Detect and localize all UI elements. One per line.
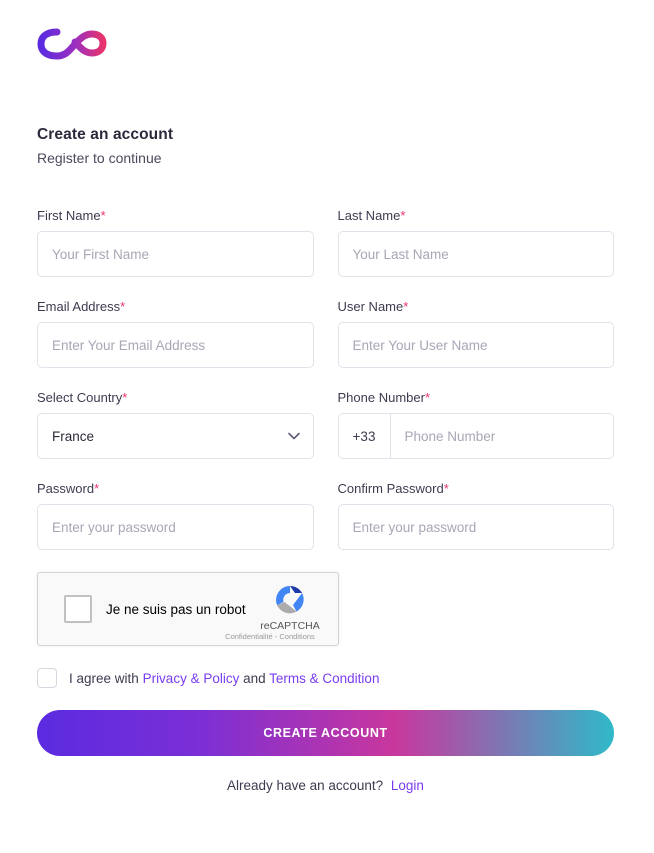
phone-label-text: Phone Number xyxy=(337,390,425,405)
country-field xyxy=(37,390,314,459)
password-label xyxy=(37,481,314,496)
recaptcha-legal[interactable]: Confidentialité - Conditions xyxy=(225,632,315,641)
page-heading xyxy=(37,126,173,166)
agreement-text xyxy=(69,671,379,686)
phone-field xyxy=(338,390,615,459)
country-select-wrapper xyxy=(37,413,314,459)
required-asterisk: * xyxy=(424,390,431,405)
required-asterisk: * xyxy=(94,481,100,496)
first-name-label xyxy=(37,208,314,223)
page-subtitle: Register to continue xyxy=(37,150,162,166)
agreement-conjunction: and xyxy=(243,670,266,686)
user-name-input[interactable] xyxy=(338,322,615,368)
confirm-password-label xyxy=(338,481,615,496)
password-label-text: Password xyxy=(37,481,95,496)
country-phone-row xyxy=(37,390,614,459)
required-asterisk: * xyxy=(122,390,128,405)
user-name-label-text: User Name xyxy=(337,299,404,314)
recaptcha-icon xyxy=(271,581,309,619)
page-title: Create an account xyxy=(37,126,174,143)
terms-condition-link[interactable]: Terms & Condition xyxy=(269,670,380,686)
required-asterisk: * xyxy=(443,481,449,496)
phone-label xyxy=(338,390,615,405)
phone-input-group xyxy=(338,413,615,459)
confirm-password-input[interactable] xyxy=(338,504,615,550)
first-name-input[interactable] xyxy=(37,231,314,277)
confirm-password-label-text: Confirm Password xyxy=(337,481,444,496)
agreement-checkbox[interactable] xyxy=(37,668,57,688)
user-name-label xyxy=(338,299,615,314)
login-prompt xyxy=(37,778,614,793)
recaptcha-checkbox[interactable] xyxy=(64,595,92,623)
password-input[interactable] xyxy=(37,504,314,550)
last-name-field xyxy=(338,208,615,277)
registration-form xyxy=(37,208,614,793)
recaptcha-brand xyxy=(252,581,328,632)
required-asterisk: * xyxy=(400,208,406,223)
email-input[interactable] xyxy=(37,322,314,368)
agreement-prefix: I agree with xyxy=(69,670,139,686)
account-row xyxy=(37,299,614,368)
create-account-button[interactable]: CREATE ACCOUNT xyxy=(37,710,614,756)
country-select[interactable] xyxy=(37,413,314,459)
name-row xyxy=(37,208,614,277)
password-row xyxy=(37,481,614,550)
confirm-password-field xyxy=(338,481,615,550)
phone-dial-code[interactable]: +33 xyxy=(339,414,391,458)
last-name-label-text: Last Name xyxy=(337,208,401,223)
last-name-label xyxy=(338,208,615,223)
last-name-input[interactable] xyxy=(338,231,615,277)
password-field xyxy=(37,481,314,550)
infinity-logo xyxy=(37,22,107,66)
phone-number-input[interactable] xyxy=(391,414,614,458)
country-label-text: Select Country xyxy=(37,390,123,405)
recaptcha-widget[interactable] xyxy=(37,572,339,646)
email-label-text: Email Address xyxy=(37,299,121,314)
first-name-label-text: First Name xyxy=(37,208,101,223)
recaptcha-label: Je ne suis pas un robot xyxy=(106,601,246,617)
login-link[interactable]: Login xyxy=(390,778,424,793)
required-asterisk: * xyxy=(403,299,409,314)
required-asterisk: * xyxy=(120,299,126,314)
email-field xyxy=(37,299,314,368)
login-prompt-text: Already have an account? xyxy=(227,778,384,793)
recaptcha-brand-name: reCAPTCHA xyxy=(260,620,320,632)
agreement-row xyxy=(37,668,614,688)
country-label xyxy=(37,390,314,405)
first-name-field xyxy=(37,208,314,277)
user-name-field xyxy=(338,299,615,368)
required-asterisk: * xyxy=(100,208,106,223)
email-label xyxy=(37,299,314,314)
privacy-policy-link[interactable]: Privacy & Policy xyxy=(142,670,240,686)
